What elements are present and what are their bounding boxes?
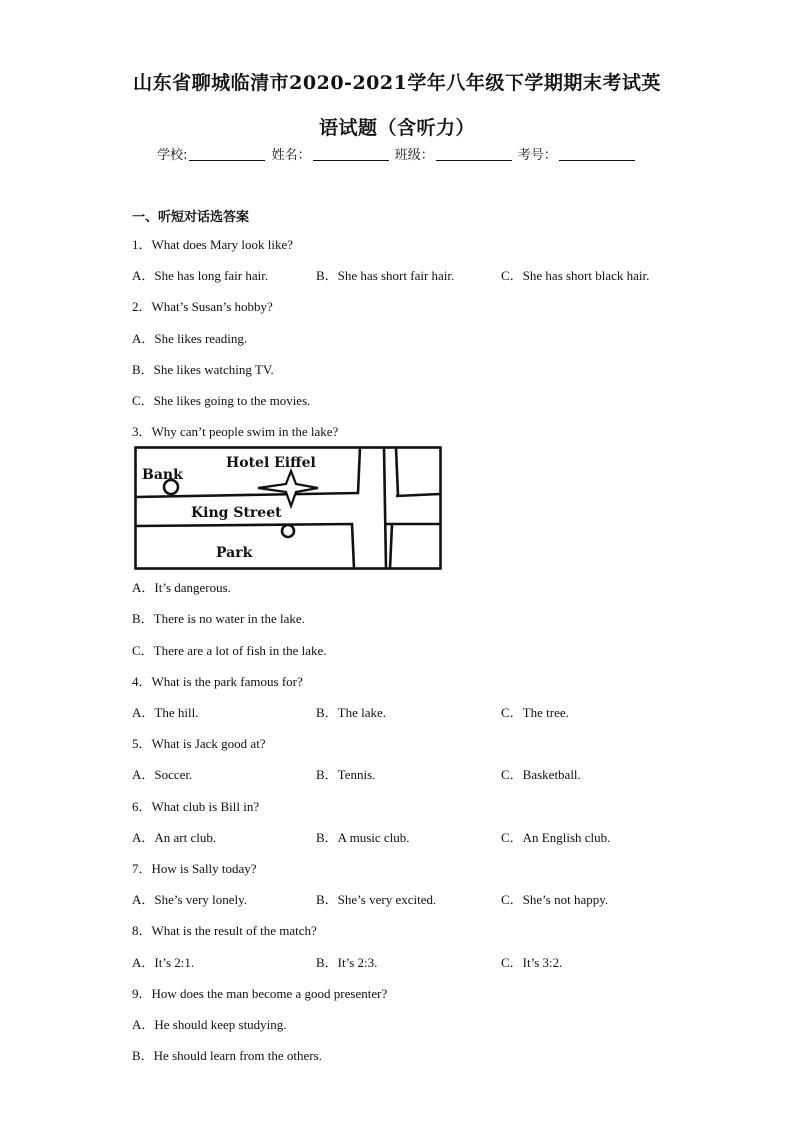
school-label: 学校: xyxy=(157,148,188,163)
question-4: 4．What is the park famous for? xyxy=(132,674,303,689)
question-1: 1．What does Mary look like? xyxy=(132,237,294,252)
q6-option-c[interactable]: C．An English club. xyxy=(501,830,611,845)
question-3: 3．Why can’t people swim in the lake? xyxy=(132,424,339,439)
q5-option-a[interactable]: A．Soccer. xyxy=(132,767,193,782)
compass-star-icon xyxy=(258,471,318,506)
q9-option-b[interactable]: B．He should learn from the others. xyxy=(132,1048,322,1063)
q8-option-c[interactable]: C．It’s 3:2. xyxy=(501,955,563,970)
class-blank[interactable] xyxy=(436,160,512,161)
student-info-line xyxy=(0,144,794,163)
q7-option-b[interactable]: B．She’s very excited. xyxy=(316,892,437,907)
section-heading: 一、听短对话选答案 xyxy=(132,210,250,225)
q4-option-b[interactable]: B．The lake. xyxy=(316,705,387,720)
q7-option-c[interactable]: C．She’s not happy. xyxy=(501,892,609,907)
q6-option-b[interactable]: B．A music club. xyxy=(316,830,410,845)
exam-no-label: 考号： xyxy=(517,148,557,163)
q8-option-a[interactable]: A．It’s 2:1. xyxy=(132,955,195,970)
name-blank[interactable] xyxy=(313,160,389,161)
q3-option-a[interactable]: A．It’s dangerous. xyxy=(132,580,231,595)
q1-option-c[interactable]: C．She has short black hair. xyxy=(501,268,650,283)
q4-option-c[interactable]: C．The tree. xyxy=(501,705,569,720)
map-label-bank: Bank xyxy=(142,467,183,483)
class-label: 班级： xyxy=(394,148,434,163)
q3-option-b[interactable]: B．There is no water in the lake. xyxy=(132,611,305,626)
question-5: 5．What is Jack good at? xyxy=(132,736,266,751)
q6-option-a[interactable]: A．An art club. xyxy=(132,830,217,845)
name-label: 姓名： xyxy=(271,148,311,163)
map-label-park: Park xyxy=(216,545,253,561)
street-map-figure xyxy=(134,446,442,570)
map-label-hotel: Hotel Eiffel xyxy=(226,455,316,471)
q3-option-c[interactable]: C．There are a lot of fish in the lake. xyxy=(132,643,327,658)
q4-option-a[interactable]: A．The hill. xyxy=(132,705,199,720)
school-blank[interactable] xyxy=(189,160,265,161)
map-label-street: King Street xyxy=(191,505,282,521)
q2-option-b[interactable]: B．She likes watching TV. xyxy=(132,362,274,377)
q8-option-b[interactable]: B．It’s 2:3. xyxy=(316,955,378,970)
question-2: 2．What’s Susan’s hobby? xyxy=(132,299,273,314)
question-8: 8．What is the result of the match? xyxy=(132,923,317,938)
question-7: 7．How is Sally today? xyxy=(132,861,257,876)
q5-option-c[interactable]: C．Basketball. xyxy=(501,767,581,782)
q9-option-a[interactable]: A．He should keep studying. xyxy=(132,1017,287,1032)
q1-option-a[interactable]: A．She has long fair hair. xyxy=(132,268,269,283)
q7-option-a[interactable]: A．She’s very lonely. xyxy=(132,892,248,907)
q1-option-b[interactable]: B．She has short fair hair. xyxy=(316,268,455,283)
exam-no-blank[interactable] xyxy=(559,160,635,161)
q2-option-c[interactable]: C．She likes going to the movies. xyxy=(132,393,311,408)
document-title-line2: 语试题（含听力） xyxy=(318,117,475,139)
q2-option-a[interactable]: A．She likes reading. xyxy=(132,331,248,346)
q5-option-b[interactable]: B．Tennis. xyxy=(316,767,376,782)
question-9: 9．How does the man become a good presenter? xyxy=(132,986,388,1001)
question-6: 6．What club is Bill in? xyxy=(132,799,260,814)
document-title-line1: 山东省聊城临清市2020-2021学年八年级下学期期末考试英 xyxy=(133,72,661,94)
